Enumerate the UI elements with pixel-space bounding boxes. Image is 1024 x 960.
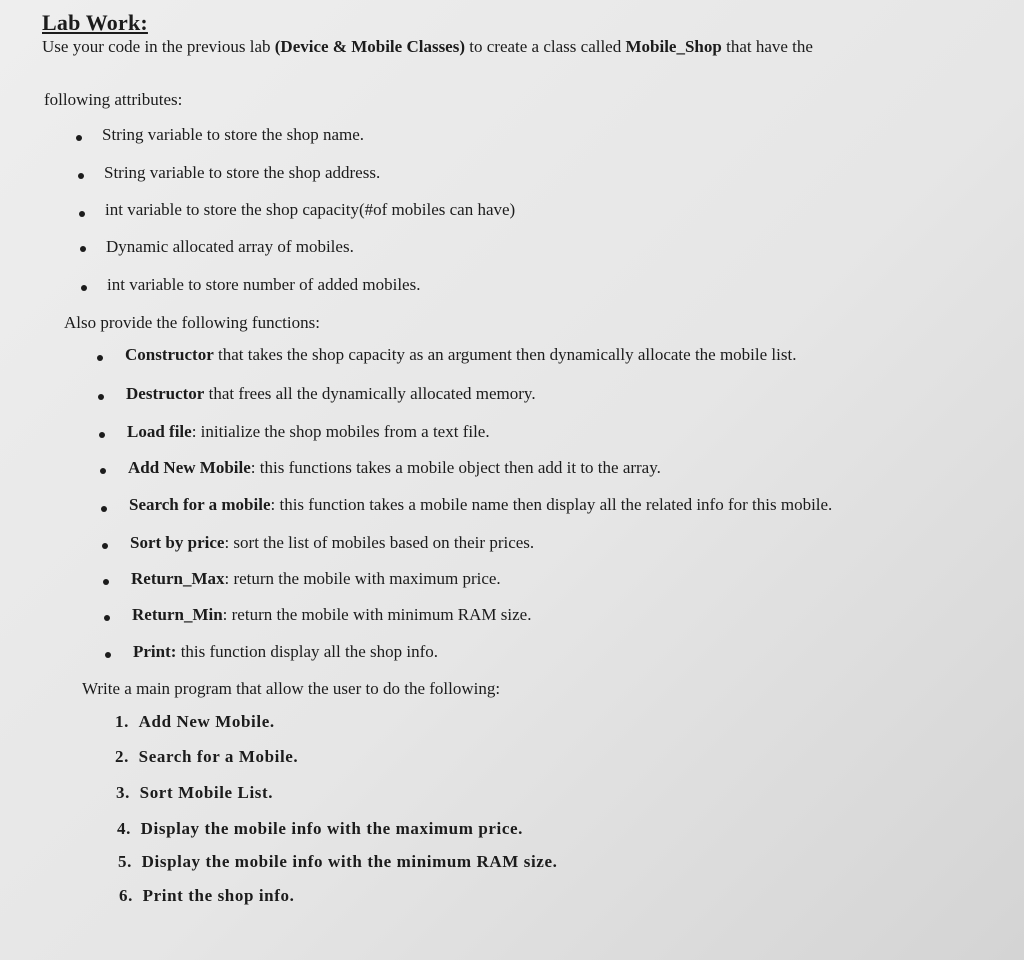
bullet-icon	[98, 394, 104, 400]
bullet-icon	[100, 468, 106, 474]
attribute-text: String variable to store the shop address.	[104, 163, 381, 182]
function-text	[133, 641, 438, 663]
function-text	[126, 383, 536, 405]
function-text	[128, 457, 661, 479]
function-name: Print:	[133, 642, 177, 661]
page-title: Lab Work:	[42, 10, 148, 35]
list-item	[115, 711, 275, 733]
bullet-icon	[97, 355, 103, 361]
function-name: Return_Min	[132, 605, 223, 624]
bullet-icon	[105, 652, 111, 658]
intro-class-name: Mobile_Shop	[625, 37, 722, 56]
intro-post: that have the	[721, 37, 813, 56]
function-text	[127, 421, 490, 443]
function-desc: : sort the list of mobiles based on their prices.	[224, 533, 535, 552]
functions-heading: Also provide the following functions:	[64, 313, 320, 332]
function-desc: : return the mobile with maximum price.	[224, 569, 501, 588]
list-item	[116, 782, 273, 804]
menu-text: Print the shop info.	[142, 886, 295, 905]
function-text	[125, 344, 796, 366]
function-desc: that takes the shop capacity as an argument then dynamically allocate the mobile list.	[213, 345, 797, 364]
menu-number: 6.	[119, 886, 133, 905]
bullet-icon	[99, 432, 105, 438]
menu-number: 1.	[115, 712, 129, 731]
menu-number: 2.	[115, 747, 129, 766]
function-text	[129, 494, 832, 516]
menu-text: Search for a Mobile.	[138, 747, 299, 766]
main-heading: Write a main program that allow the user to do the following:	[82, 679, 501, 698]
intro-line-1	[42, 36, 813, 58]
bullet-icon	[102, 543, 108, 549]
menu-number: 3.	[116, 783, 130, 802]
function-name: Return_Max	[131, 569, 225, 588]
menu-text: Add New Mobile.	[138, 712, 275, 731]
menu-text: Sort Mobile List.	[139, 783, 274, 802]
intro-classes: (Device & Mobile Classes)	[274, 37, 466, 56]
bullet-icon	[78, 173, 84, 179]
function-desc: : this function takes a mobile name then display all the related info for this mobile.	[270, 495, 833, 514]
bullet-icon	[76, 135, 82, 141]
attribute-text: Dynamic allocated array of mobiles.	[106, 237, 354, 256]
function-desc: : this functions takes a mobile object then add it to the array.	[250, 458, 661, 477]
intro-pre: Use your code in the previous lab	[42, 37, 275, 56]
list-item	[117, 818, 523, 840]
function-desc: : return the mobile with minimum RAM size.	[222, 605, 532, 624]
intro-line-2: following attributes:	[44, 90, 183, 109]
attribute-text: String variable to store the shop name.	[102, 125, 365, 144]
bullet-icon	[81, 285, 87, 291]
attribute-text: int variable to store the shop capacity(#of mobiles can have)	[105, 200, 516, 219]
list-item	[118, 851, 557, 873]
bullet-icon	[103, 579, 109, 585]
function-desc: : initialize the shop mobiles from a text file.	[191, 422, 490, 441]
function-desc: this function display all the shop info.	[176, 642, 439, 661]
function-desc: that frees all the dynamically allocated memory.	[204, 384, 536, 403]
bullet-icon	[79, 211, 85, 217]
function-text	[131, 568, 501, 590]
menu-text: Display the mobile info with the minimum RAM size.	[141, 852, 558, 871]
bullet-icon	[101, 506, 107, 512]
bullet-icon	[104, 615, 110, 621]
function-name: Destructor	[126, 384, 205, 403]
bullet-icon	[80, 246, 86, 252]
list-item	[119, 885, 294, 907]
menu-text: Display the mobile info with the maximum price.	[140, 819, 524, 838]
attribute-text: int variable to store number of added mobiles.	[107, 275, 421, 294]
intro-mid: to create a class called	[465, 37, 626, 56]
function-text	[132, 604, 531, 626]
menu-number: 5.	[118, 852, 132, 871]
function-name: Constructor	[125, 345, 214, 364]
function-name: Sort by price	[130, 533, 225, 552]
function-name: Search for a mobile	[129, 495, 271, 514]
function-name: Add New Mobile	[128, 458, 251, 477]
function-name: Load file	[127, 422, 192, 441]
list-item	[115, 746, 298, 768]
function-text	[130, 532, 534, 554]
menu-number: 4.	[117, 819, 131, 838]
